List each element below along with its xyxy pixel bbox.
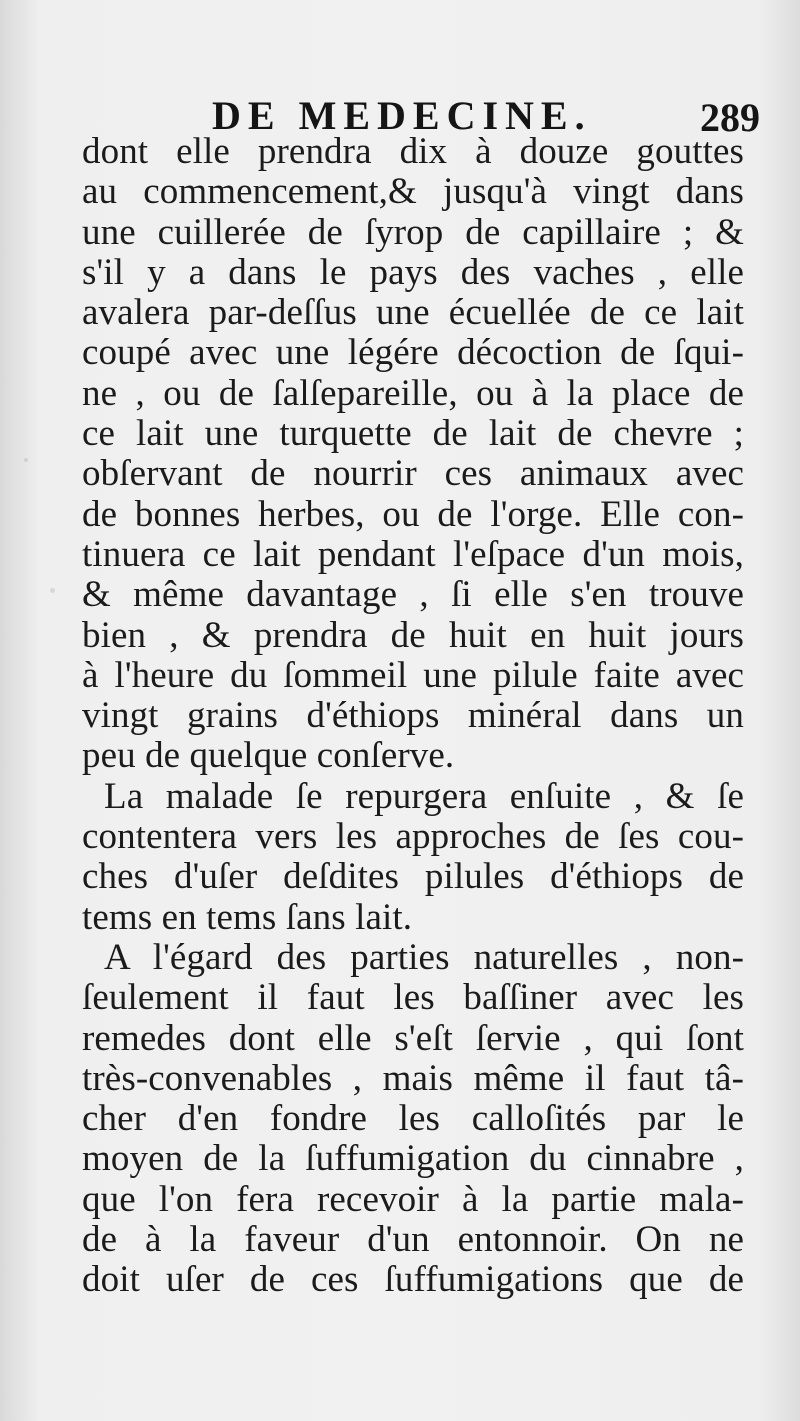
text-line: ne , ou de ſalſepareille, ou à la place de (82, 372, 744, 414)
text-line: & même davantage , ſi elle s'en trouve (82, 574, 744, 616)
paragraph (82, 938, 744, 1301)
text-line: que l'on fera recevoir à la partie mala- (82, 1178, 744, 1220)
text-line: obſervant de nourrir ces animaux avec (82, 453, 744, 495)
text-line: remedes dont elle s'eſt ſervie , qui ſont (82, 1017, 744, 1059)
text-line: cher d'en fondre les calloſités par le (82, 1098, 744, 1140)
paragraph (82, 132, 744, 777)
text-line: contentera vers les approches de ſes cou- (82, 816, 744, 858)
paragraph (82, 777, 744, 938)
text-line: à l'heure du ſommeil une pilule faite avec (82, 654, 744, 696)
text-line: ſeulement il faut les baſſiner avec les (82, 977, 744, 1019)
text-line: bien , & prendra de huit en huit jours (82, 614, 744, 656)
text-line: coupé avec une légére décoction de ſqui- (82, 332, 744, 374)
running-head: DE MEDECINE. (212, 93, 592, 138)
text-line: peu de quelque conſerve. (82, 735, 455, 777)
text-line: tinuera ce lait pendant l'eſpace d'un mois, (82, 533, 744, 575)
text-line: doit uſer de ces ſuffumigations que de (82, 1259, 744, 1301)
text-line: La malade ſe repurgera enſuite , & ſe (104, 775, 744, 817)
text-line: ches d'uſer deſdites pilules d'éthiops de (82, 856, 744, 898)
text-line: A l'égard des parties naturelles , non- (104, 936, 744, 978)
scan-speck (24, 458, 28, 462)
text-line: tems en tems ſans lait. (82, 896, 413, 938)
text-line: une cuillerée de ſyrop de capillaire ; & (82, 211, 744, 253)
text-line: ce lait une turquette de lait de chevre ; (82, 413, 744, 455)
text-line: vingt grains d'éthiops minéral dans un (82, 695, 744, 737)
scan-speck (50, 588, 55, 593)
text-line: de à la faveur d'un entonnoir. On ne (82, 1219, 744, 1261)
text-line: moyen de la ſuffumigation du cinnabre , (82, 1138, 744, 1180)
text-line: au commencement,& jusqu'à vingt dans (82, 171, 744, 213)
text-line: s'il y a dans le pays des vaches , elle (82, 251, 744, 293)
page-number: 289 (700, 95, 760, 140)
text-line: très-convenables , mais même il faut tâ- (82, 1057, 744, 1099)
text-line: avalera par-deſſus une écuellée de ce lait (82, 292, 744, 334)
body-text (82, 132, 744, 1301)
text-line: dont elle prendra dix à douze gouttes (82, 131, 744, 172)
text-line: de bonnes herbes, ou de l'orge. Elle con- (82, 493, 744, 535)
